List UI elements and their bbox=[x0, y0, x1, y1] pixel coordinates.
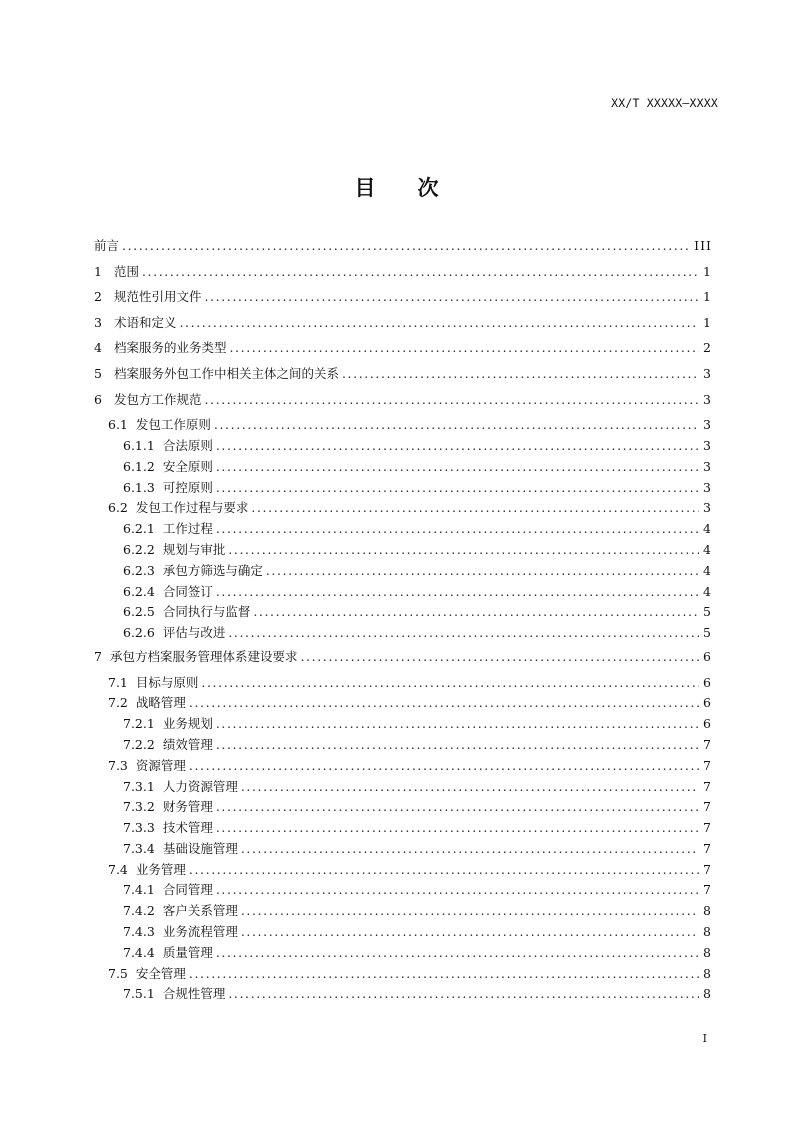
toc-entry-number: 6.2.6 bbox=[123, 625, 155, 641]
toc-entry[interactable] bbox=[94, 540, 712, 561]
toc-entry-page: 7 bbox=[703, 861, 712, 877]
toc-entry-page: 3 bbox=[703, 437, 712, 453]
toc-leader-dots bbox=[216, 716, 699, 731]
toc-entry-page: 3 bbox=[703, 391, 712, 407]
toc-entry-number: 6.2.1 bbox=[123, 521, 155, 537]
toc-entry-label: 承包方筛选与确定 bbox=[162, 562, 263, 578]
toc-entry-page: 4 bbox=[703, 583, 712, 599]
toc-entry-label: 目标与原则 bbox=[135, 674, 199, 690]
toc-entry-page: 8 bbox=[703, 903, 712, 919]
toc-entry-page: 8 bbox=[703, 986, 712, 1002]
toc-entry-page: 7 bbox=[703, 736, 712, 752]
toc-entry[interactable] bbox=[94, 287, 712, 313]
toc-entry-number: 4 bbox=[94, 340, 102, 356]
toc-entry-number: 6.1.3 bbox=[123, 479, 155, 495]
toc-leader-dots bbox=[216, 459, 699, 474]
toc-entry[interactable] bbox=[94, 880, 712, 901]
toc-entry-label: 业务规划 bbox=[162, 716, 213, 732]
toc-entry-number: 7.5 bbox=[108, 965, 128, 981]
toc-leader-dots bbox=[214, 417, 699, 432]
toc-leader-dots bbox=[342, 366, 699, 381]
toc-leader-dots bbox=[216, 945, 699, 960]
toc-entry-number: 6.2.3 bbox=[123, 562, 155, 578]
toc-entry-page: 7 bbox=[703, 799, 712, 815]
toc-entry-page: 4 bbox=[703, 541, 712, 557]
toc-entry-label: 合同签订 bbox=[162, 583, 213, 599]
toc-entry-page: 5 bbox=[703, 625, 712, 641]
toc-entry-page: 7 bbox=[703, 820, 712, 836]
toc-entry-number: 7.4.2 bbox=[123, 903, 155, 919]
toc-entry-label: 技术管理 bbox=[162, 820, 213, 836]
toc-entry[interactable] bbox=[94, 735, 712, 756]
toc-entry-number: 3 bbox=[94, 314, 102, 330]
toc-entry-label: 发包方工作规范 bbox=[113, 391, 202, 407]
toc-entry[interactable] bbox=[94, 964, 712, 985]
toc-leader-dots bbox=[216, 584, 699, 599]
toc-entry[interactable] bbox=[94, 602, 712, 623]
toc-entry-label: 可控原则 bbox=[162, 479, 213, 495]
toc-entry-label: 客户关系管理 bbox=[162, 903, 238, 919]
toc-entry-number: 6.2 bbox=[108, 500, 128, 516]
toc-entry[interactable] bbox=[94, 756, 712, 777]
title-char-2: 次 bbox=[417, 176, 439, 200]
toc-entry-page: 5 bbox=[703, 604, 712, 620]
toc-entry-label: 基础设施管理 bbox=[162, 840, 238, 856]
title-char-1: 目 bbox=[354, 176, 376, 200]
toc-entry[interactable] bbox=[94, 860, 712, 881]
toc-entry-page: 1 bbox=[703, 263, 712, 279]
toc-entry[interactable] bbox=[94, 313, 712, 339]
toc-entry[interactable] bbox=[94, 262, 712, 288]
toc-entry-label: 战略管理 bbox=[135, 695, 186, 711]
toc-entry-label: 质量管理 bbox=[162, 944, 213, 960]
toc-entry-label: 规划与审批 bbox=[162, 541, 226, 557]
toc-leader-dots bbox=[266, 563, 699, 578]
toc-leader-dots bbox=[216, 438, 699, 453]
toc-entry[interactable] bbox=[94, 364, 712, 390]
toc-leader-dots bbox=[241, 841, 699, 856]
toc-leader-dots bbox=[216, 882, 699, 897]
toc-entry-number: 7.3.3 bbox=[123, 820, 155, 836]
toc-entry-number: 6.1.1 bbox=[123, 437, 155, 453]
toc-entry-page: 3 bbox=[703, 500, 712, 516]
toc-entry-page: 4 bbox=[703, 521, 712, 537]
toc-entry[interactable] bbox=[94, 818, 712, 839]
toc-entry-page: 6 bbox=[703, 695, 712, 711]
toc-entry-number: 7.3.4 bbox=[123, 840, 155, 856]
toc-entry[interactable] bbox=[94, 519, 712, 540]
toc-entry-label: 合同执行与监督 bbox=[162, 604, 251, 620]
toc-leader-dots bbox=[216, 521, 699, 536]
toc-entry[interactable] bbox=[94, 943, 712, 964]
toc-entry-page: 7 bbox=[703, 882, 712, 898]
toc-entry-number: 7.4.4 bbox=[123, 944, 155, 960]
toc-entry[interactable] bbox=[94, 582, 712, 603]
toc-entry-page: 3 bbox=[703, 417, 712, 433]
toc-entry[interactable] bbox=[94, 922, 712, 943]
toc-entry-number: 6.1 bbox=[108, 417, 128, 433]
toc-entry-number: 7.3.2 bbox=[123, 799, 155, 815]
toc-leader-dots bbox=[253, 604, 699, 619]
toc-entry[interactable] bbox=[94, 390, 712, 416]
toc-entry-label: 规范性引用文件 bbox=[113, 289, 202, 305]
toc-leader-dots bbox=[189, 695, 699, 710]
toc-entry-page: 4 bbox=[703, 562, 712, 578]
toc-leader-dots bbox=[201, 675, 699, 690]
toc-entry-page: 6 bbox=[703, 674, 712, 690]
toc-entry[interactable] bbox=[94, 338, 712, 364]
toc-entry-label: 发包工作过程与要求 bbox=[135, 500, 249, 516]
toc-entry[interactable] bbox=[94, 561, 712, 582]
toc-entry-page: 6 bbox=[703, 648, 712, 664]
toc-entry-number: 6.2.4 bbox=[123, 583, 155, 599]
toc-leader-dots bbox=[300, 649, 699, 664]
toc-leader-dots bbox=[228, 986, 699, 1001]
toc-entry-label: 安全原则 bbox=[162, 458, 213, 474]
toc-entry-number: 5 bbox=[94, 365, 102, 381]
toc-leader-dots bbox=[179, 315, 699, 330]
toc-entry-label: 人力资源管理 bbox=[162, 778, 238, 794]
toc-entry[interactable] bbox=[94, 693, 712, 714]
toc-entry-number: 7 bbox=[94, 648, 102, 664]
toc-entry[interactable] bbox=[94, 415, 712, 436]
toc-leader-dots bbox=[204, 289, 699, 304]
toc-entry[interactable] bbox=[94, 457, 712, 478]
toc-entry[interactable] bbox=[94, 984, 712, 1005]
toc-entry-page: 3 bbox=[703, 479, 712, 495]
toc-entry-label: 资源管理 bbox=[135, 757, 186, 773]
toc-leader-dots bbox=[229, 340, 699, 355]
table-of-contents bbox=[94, 236, 712, 1005]
toc-entry-page: 8 bbox=[703, 924, 712, 940]
toc-entry[interactable] bbox=[94, 714, 712, 735]
toc-leader-dots bbox=[216, 799, 699, 814]
toc-entry[interactable] bbox=[94, 623, 712, 644]
toc-leader-dots bbox=[241, 779, 699, 794]
toc-entry[interactable] bbox=[94, 777, 712, 798]
toc-entry-number: 7.4 bbox=[108, 861, 128, 877]
toc-entry-number: 7.5.1 bbox=[123, 986, 155, 1002]
toc-entry[interactable] bbox=[94, 901, 712, 922]
toc-entry-page: 2 bbox=[703, 340, 712, 356]
toc-entry-page: III bbox=[694, 238, 712, 253]
standard-code: XX/T XXXXX—XXXX bbox=[611, 96, 718, 110]
toc-entry-page: 1 bbox=[703, 314, 712, 330]
toc-entry-number: 7.1 bbox=[108, 674, 128, 690]
toc-entry[interactable] bbox=[94, 797, 712, 818]
toc-leader-dots bbox=[216, 480, 699, 495]
toc-entry-label: 合同管理 bbox=[162, 882, 213, 898]
toc-leader-dots bbox=[216, 737, 699, 752]
toc-entry-number: 6.2.5 bbox=[123, 604, 155, 620]
toc-entry[interactable] bbox=[94, 498, 712, 519]
toc-entry-number: 6 bbox=[94, 391, 102, 407]
toc-entry-label: 财务管理 bbox=[162, 799, 213, 815]
toc-entry-number: 7.2.1 bbox=[123, 716, 155, 732]
toc-entry-label: 工作过程 bbox=[162, 521, 213, 537]
toc-entry-number: 7.2 bbox=[108, 695, 128, 711]
toc-entry[interactable] bbox=[94, 236, 712, 262]
toc-entry-page: 8 bbox=[703, 965, 712, 981]
toc-entry-label: 业务流程管理 bbox=[162, 924, 238, 940]
toc-entry-page: 3 bbox=[703, 365, 712, 381]
toc-entry[interactable] bbox=[94, 478, 712, 499]
toc-entry-label: 合规性管理 bbox=[162, 986, 226, 1002]
toc-leader-dots bbox=[204, 392, 699, 407]
toc-entry-page: 7 bbox=[703, 757, 712, 773]
toc-entry-label: 档案服务的业务类型 bbox=[113, 340, 227, 356]
toc-leader-dots bbox=[251, 500, 699, 515]
toc-entry-number: 7.4.1 bbox=[123, 882, 155, 898]
toc-entry-label: 术语和定义 bbox=[113, 314, 177, 330]
toc-entry-number: 7.3 bbox=[108, 757, 128, 773]
toc-leader-dots bbox=[241, 924, 699, 939]
toc-entry-number: 7.3.1 bbox=[123, 778, 155, 794]
toc-entry-label: 范围 bbox=[113, 263, 139, 279]
page-title bbox=[0, 172, 793, 202]
toc-entry-label: 发包工作原则 bbox=[135, 417, 211, 433]
toc-leader-dots bbox=[189, 966, 699, 981]
toc-entry-page: 1 bbox=[703, 289, 712, 305]
toc-entry-page: 7 bbox=[703, 778, 712, 794]
toc-entry-label: 合法原则 bbox=[162, 437, 213, 453]
toc-entry-label: 档案服务外包工作中相关主体之间的关系 bbox=[113, 365, 339, 381]
toc-entry[interactable] bbox=[94, 673, 712, 694]
toc-entry-number: 7.4.3 bbox=[123, 924, 155, 940]
page-number: I bbox=[702, 1032, 707, 1045]
toc-entry-label: 评估与改进 bbox=[162, 625, 226, 641]
toc-entry-number: 6.2.2 bbox=[123, 541, 155, 557]
toc-entry-page: 8 bbox=[703, 944, 712, 960]
toc-entry-label: 承包方档案服务管理体系建设要求 bbox=[109, 648, 298, 664]
toc-leader-dots bbox=[228, 625, 699, 640]
toc-entry-page: 6 bbox=[703, 716, 712, 732]
toc-leader-dots bbox=[241, 903, 699, 918]
toc-leader-dots bbox=[122, 238, 691, 253]
toc-entry-page: 3 bbox=[703, 458, 712, 474]
toc-entry-page: 7 bbox=[703, 840, 712, 856]
toc-entry-number: 2 bbox=[94, 289, 102, 305]
toc-entry-number: 6.1.2 bbox=[123, 458, 155, 474]
toc-leader-dots bbox=[216, 820, 699, 835]
toc-entry-number: 1 bbox=[94, 263, 102, 279]
toc-leader-dots bbox=[228, 542, 699, 557]
toc-entry[interactable] bbox=[94, 647, 712, 673]
toc-entry[interactable] bbox=[94, 839, 712, 860]
toc-leader-dots bbox=[189, 758, 699, 773]
toc-entry[interactable] bbox=[94, 436, 712, 457]
toc-entry-label: 绩效管理 bbox=[162, 736, 213, 752]
toc-leader-dots bbox=[142, 264, 699, 279]
toc-entry-label: 安全管理 bbox=[135, 965, 186, 981]
toc-entry-number: 7.2.2 bbox=[123, 736, 155, 752]
toc-entry-label: 前言 bbox=[94, 238, 120, 253]
toc-leader-dots bbox=[189, 862, 699, 877]
toc-entry-label: 业务管理 bbox=[135, 861, 186, 877]
